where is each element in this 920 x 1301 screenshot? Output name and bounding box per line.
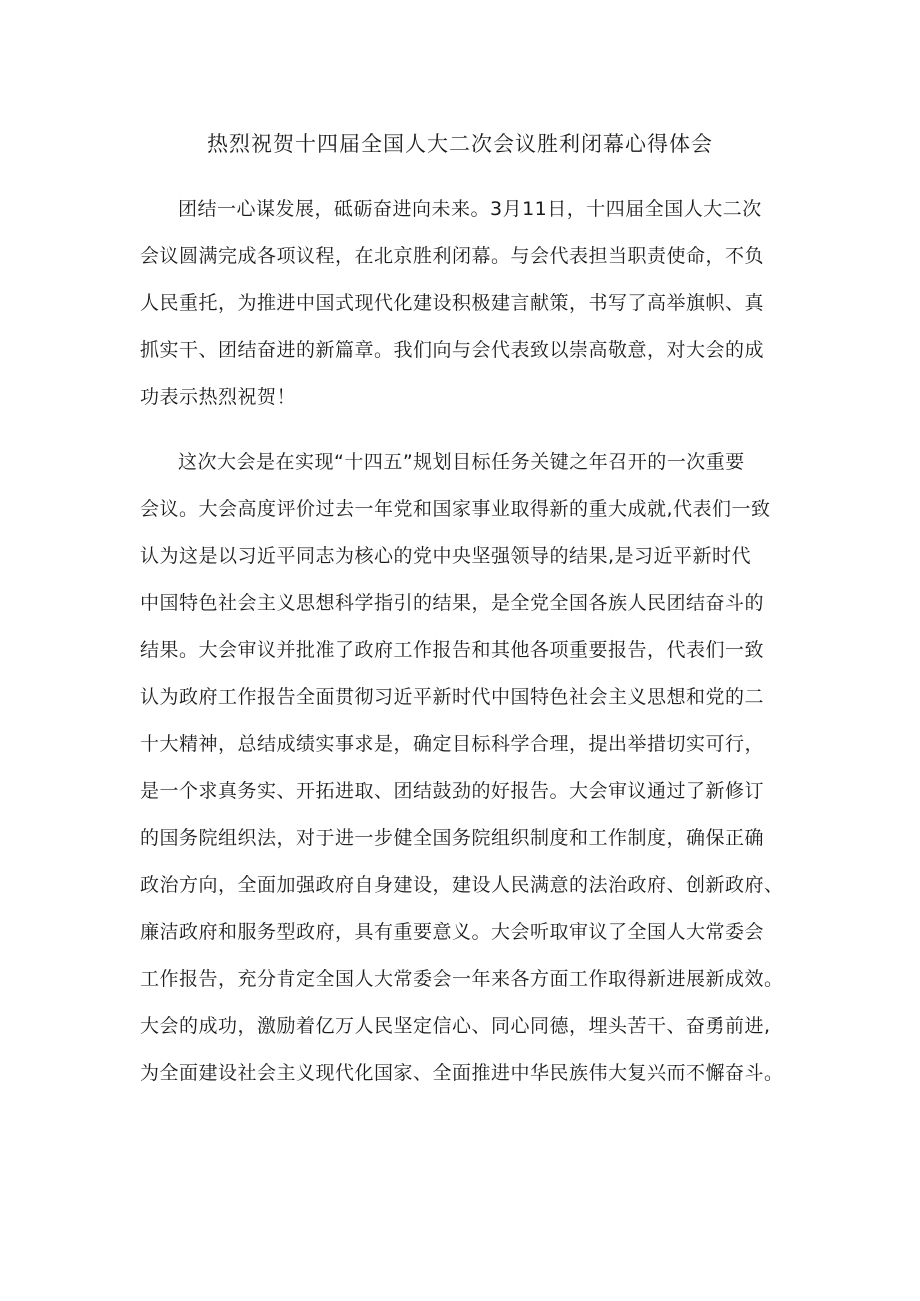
paragraph-line: 政治方向，全面加强政府自身建设，建设人民满意的法治政府、创新政府、 [140, 874, 784, 896]
paragraph-line: 会议圆满完成各项议程，在北京胜利闭幕。与会代表担当职责使命，不负 [140, 245, 765, 267]
paragraph-line: 认为政府工作报告全面贯彻习近平新时代中国特色社会主义思想和党的二 [140, 686, 765, 708]
paragraph-line: 功表示热烈祝贺！ [140, 386, 297, 408]
paragraph-line: 团结一心谋发展，砥砺奋进向未来。3月11日，十四届全国人大二次 [178, 198, 762, 220]
paragraph-line: 大会的成功，激励着亿万人民坚定信心、同心同德，埋头苦干、奋勇前进, [140, 1015, 771, 1037]
paragraph-line: 廉洁政府和服务型政府，具有重要意义。大会听取审议了全国人大常委会 [140, 921, 765, 943]
paragraph-line: 的国务院组织法，对于进一步健全国务院组织制度和工作制度，确保正确 [140, 827, 765, 849]
paragraph-line: 十大精神，总结成绩实事求是，确定目标科学合理，提出举措切实可行， [140, 733, 765, 755]
paragraph-line: 结果。大会审议并批准了政府工作报告和其他各项重要报告，代表们一致 [140, 639, 765, 661]
paragraph-1 [140, 186, 802, 421]
paragraph-line: 为全面建设社会主义现代化国家、全面推进中华民族伟大复兴而不懈奋斗。 [140, 1062, 784, 1084]
paragraph-line: 是一个求真务实、开拓进取、团结鼓劲的好报告。大会审议通过了新修订 [140, 780, 765, 802]
paragraph-2 [140, 439, 802, 1097]
paragraph-line: 这次大会是在实现“十四五”规划目标任务关键之年召开的一次重要 [178, 451, 745, 473]
paragraph-line: 会议。大会高度评价过去一年党和国家事业取得新的重大成就,代表们一致 [140, 498, 771, 520]
paragraph-line: 人民重托，为推进中国式现代化建设积极建言献策，书写了高举旗帜、真 [140, 292, 765, 314]
paragraph-line: 中国特色社会主义思想科学指引的结果，是全党全国各族人民团结奋斗的 [140, 592, 765, 614]
document-title: 热烈祝贺十四届全国人大二次会议胜利闭幕心得体会 [207, 132, 713, 156]
paragraph-line: 抓实干、团结奋进的新篇章。我们向与会代表致以崇高敬意，对大会的成 [140, 339, 765, 361]
paragraph-line: 认为这是以习近平同志为核心的党中央坚强领导的结果,是习近平新时代 [140, 545, 752, 567]
paragraph-line: 工作报告，充分肯定全国人大常委会一年来各方面工作取得新进展新成效。 [140, 968, 784, 990]
